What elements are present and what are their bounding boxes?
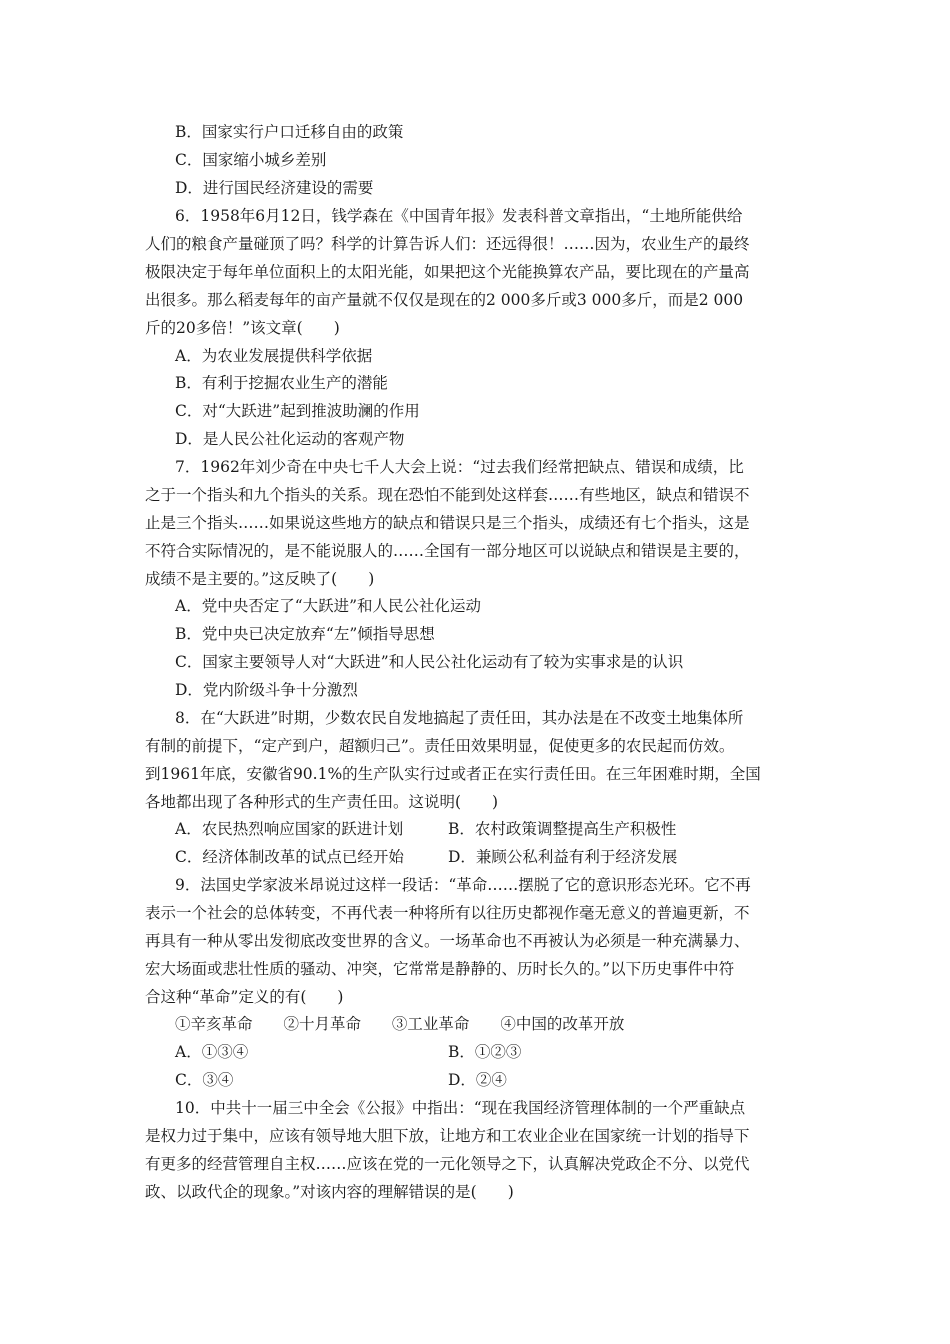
q6-stem-line-3: 极限决定于每年单位面积上的太阳光能，如果把这个光能换算农产品，要比现在的产量高 [145, 263, 750, 281]
q7-option-a: A．党中央否定了“大跃进”和人民公社化运动 [175, 597, 482, 615]
q10-stem-line-1: 10．中共十一届三中全会《公报》中指出：“现在我国经济管理体制的一个严重缺点 [175, 1099, 746, 1117]
q7-option-b: B．党中央已决定放弃“左”倾指导思想 [175, 625, 435, 643]
q9-stem-line-3: 再具有一种从零出发彻底改变世界的含义。一场革命也不再被认为必须是一种充满暴力、 [145, 932, 750, 950]
q7-option-c: C．国家主要领导人对“大跃进”和人民公社化运动有了较为实事求是的认识 [175, 653, 684, 671]
q9-stem-line-5: 合这种“革命”定义的有( ) [145, 988, 344, 1006]
q6-stem-line-1: 6．1958年6月12日，钱学森在《中国青年报》发表科普文章指出，“土地所能供给 [175, 207, 743, 225]
q9-item-4: ④中国的改革开放 [500, 1015, 625, 1033]
q9-item-1: ①辛亥革命 [175, 1015, 253, 1033]
q7-stem-line-3: 止是三个指头……如果说这些地方的缺点和错误只是三个指头，成绩还有七个指头，这是 [145, 514, 750, 532]
q6-option-c: C．对“大跃进”起到推波助澜的作用 [175, 402, 420, 420]
q8-stem-line-4: 各地都出现了各种形式的生产责任田。这说明( ) [145, 793, 499, 811]
q9-stem-line-2: 表示一个社会的总体转变，不再代表一种将所有以往历史都视作毫无意义的普遍更新，不 [145, 904, 750, 922]
q10-stem-line-3: 有更多的经营管理自主权……应该在党的一元化领导之下，认真解决党政企不分、以党代 [145, 1155, 750, 1173]
q9-option-c: C．③④ [175, 1071, 234, 1089]
q9-option-b: B．①②③ [448, 1043, 522, 1061]
q6-option-a: A．为农业发展提供科学依据 [175, 347, 373, 365]
q8-option-a: A．农民热烈响应国家的跃进计划 [175, 820, 404, 838]
q5-option-d: D．进行国民经济建设的需要 [175, 179, 374, 197]
q6-stem-line-4: 出很多。那么稻麦每年的亩产量就不仅仅是现在的2 000多斤或3 000多斤，而是2 000 [145, 291, 744, 309]
q10-stem-line-4: 政、以政代企的现象。”对该内容的理解错误的是( ) [145, 1183, 514, 1201]
q9-option-a: A．①③④ [175, 1043, 249, 1061]
q5-option-c: C．国家缩小城乡差别 [175, 151, 327, 169]
q8-option-d: D．兼顾公私利益有利于经济发展 [448, 848, 678, 866]
q8-stem-line-3: 到1961年底，安徽省90.1%的生产队实行过或者正在实行责任田。在三年困难时期，全国 [145, 765, 761, 783]
q10-stem-line-2: 是权力过于集中，应该有领导地大胆下放，让地方和工农业企业在国家统一计划的指导下 [145, 1127, 750, 1145]
q7-stem-line-4: 不符合实际情况的，是不能说服人的……全国有一部分地区可以说缺点和错误是主要的， [145, 542, 750, 560]
q9-stem-line-1: 9．法国史学家波米昂说过这样一段话：“革命……摆脱了它的意识形态光环。它不再 [175, 876, 751, 894]
q9-item-3: ③工业革命 [391, 1015, 470, 1033]
q8-option-c: C．经济体制改革的试点已经开始 [175, 848, 404, 866]
q6-option-b: B．有利于挖掘农业生产的潜能 [175, 374, 388, 392]
q8-stem-line-1: 8．在“大跃进”时期，少数农民自发地搞起了责任田，其办法是在不改变土地集体所 [175, 709, 744, 727]
q5-option-b: B．国家实行户口迁移自由的政策 [175, 123, 404, 141]
q9-item-2: ②十月革命 [283, 1015, 361, 1033]
q7-stem-line-1: 7．1962年刘少奇在中央七千人大会上说：“过去我们经常把缺点、错误和成绩，比 [175, 458, 744, 476]
q7-option-d: D．党内阶级斗争十分激烈 [175, 681, 358, 699]
q6-stem-line-5: 斤的20多倍！”该文章( ) [145, 319, 340, 337]
q8-option-b: B．农村政策调整提高生产积极性 [448, 820, 677, 838]
q6-option-d: D．是人民公社化运动的客观产物 [175, 430, 405, 448]
q6-stem-line-2: 人们的粮食产量碰顶了吗？科学的计算告诉人们：还远得很！……因为，农业生产的最终 [145, 235, 750, 253]
q7-stem-line-5: 成绩不是主要的。”这反映了( ) [145, 570, 375, 588]
q9-item-list [175, 1014, 650, 1034]
q9-option-d: D．②④ [448, 1071, 507, 1089]
q9-stem-line-4: 宏大场面或悲壮性质的骚动、冲突，它常常是静静的、历时长久的。”以下历史事件中符 [145, 960, 735, 978]
q8-stem-line-2: 有制的前提下，“定产到户，超额归己”。责任田效果明显，促使更多的农民起而仿效。 [145, 737, 735, 755]
q7-stem-line-2: 之于一个指头和九个指头的关系。现在恐怕不能到处这样套……有些地区，缺点和错误不 [145, 486, 750, 504]
